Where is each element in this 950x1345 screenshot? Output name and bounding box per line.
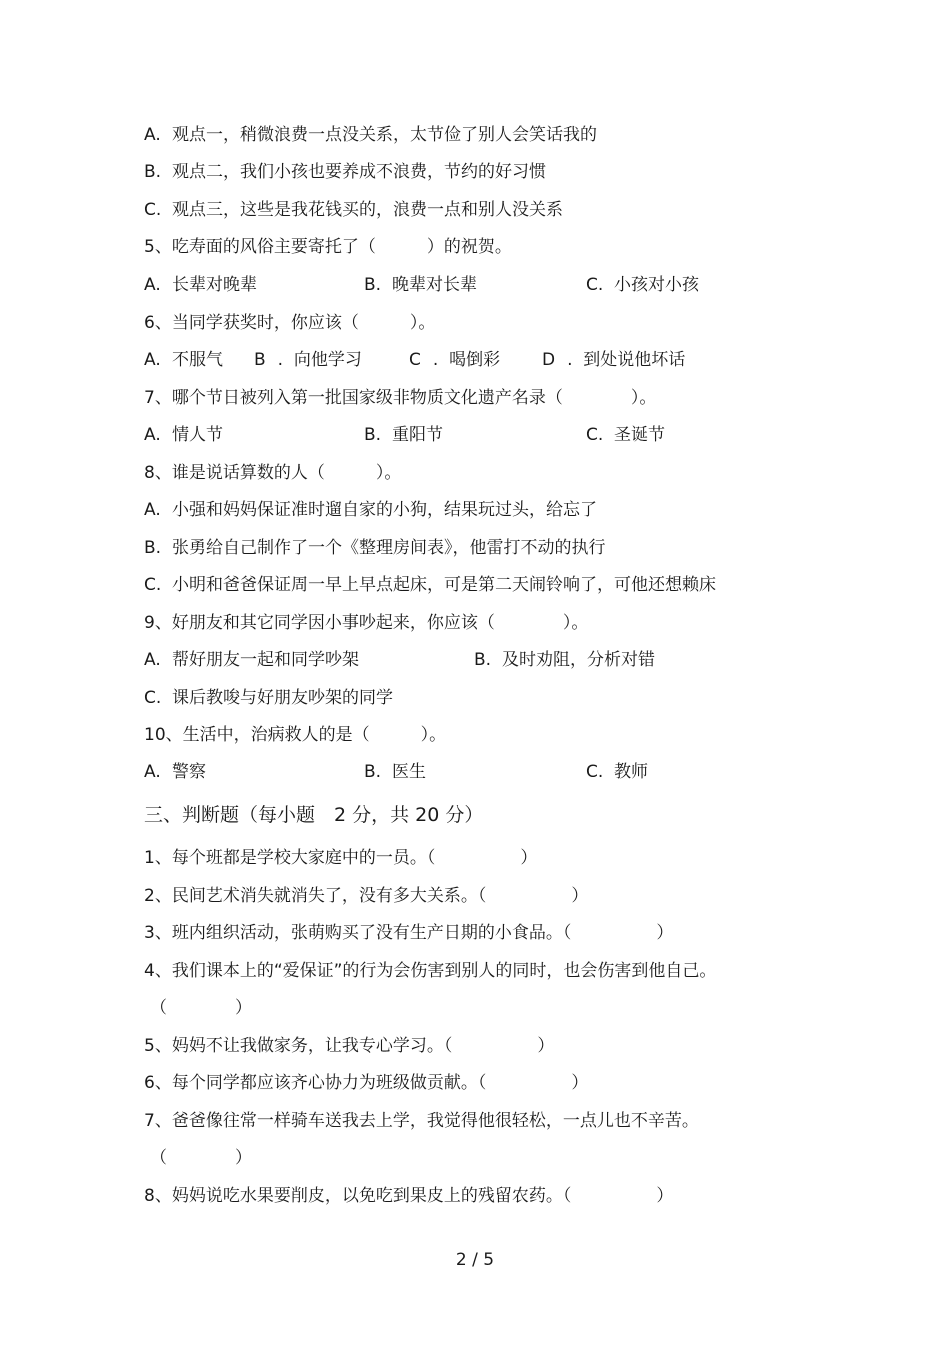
q10-stem: 10、生活中，治病救人的是（ ）。 (144, 725, 447, 745)
section-title: 三、判断题（每小题 2 分，共 20 分） (144, 804, 484, 826)
q5-option-a: A. 长辈对晚辈 (144, 275, 257, 295)
q7-stem: 7、哪个节日被列入第一批国家级非物质文化遗产名录（ ）。 (144, 388, 657, 408)
q9-option-b: B. 及时劝阻，分析对错 (474, 650, 655, 670)
judge-item-8: 8、妈妈说吃水果要削皮，以免吃到果皮上的残留农药。（ ） (144, 1186, 674, 1206)
q6-option-a: A. 不服气 (144, 350, 223, 370)
q8-option-a: A. 小强和妈妈保证准时遛自家的小狗，结果玩过头，给忘了 (144, 500, 597, 520)
q7-option-a: A. 情人节 (144, 425, 223, 445)
q10-option-c: C. 教师 (586, 762, 648, 782)
q7-options (144, 423, 844, 447)
q6-option-c: C . 喝倒彩 (409, 350, 501, 370)
q8-option-b: B. 张勇给自己制作了一个《整理房间表》，他雷打不动的执行 (144, 538, 606, 558)
judge-item-3: 3、班内组织活动，张萌购买了没有生产日期的小食品。（ ） (144, 923, 674, 943)
q7-option-b: B. 重阳节 (364, 425, 443, 445)
q10-option-b: B. 医生 (364, 762, 426, 782)
q7-option-c: C. 圣诞节 (586, 425, 665, 445)
q9-stem: 9、好朋友和其它同学因小事吵起来，你应该（ ）。 (144, 613, 589, 633)
q5-option-c: C. 小孩对小孩 (586, 275, 699, 295)
q10-options (144, 760, 844, 784)
judge-item-7-paren: （ ） (150, 1148, 252, 1168)
q6-option-d: D . 到处说他坏话 (542, 350, 686, 370)
judge-item-7: 7、爸爸像往常一样骑车送我去上学，我觉得他很轻松，一点儿也不辛苦。 (144, 1111, 699, 1131)
q9-options-ab (144, 648, 844, 672)
q6-stem: 6、当同学获奖时，你应该（ ）。 (144, 313, 436, 333)
q9-option-a: A. 帮好朋友一起和同学吵架 (144, 650, 359, 670)
q8-option-c: C. 小明和爸爸保证周一早上早点起床，可是第二天闹铃响了，可他还想赖床 (144, 575, 716, 595)
judge-item-2: 2、民间艺术消失就消失了，没有多大关系。（ ） (144, 886, 589, 906)
q5-options (144, 273, 844, 297)
q4-option-b: B. 观点二，我们小孩也要养成不浪费，节约的好习惯 (144, 162, 546, 182)
q5-option-b: B. 晚辈对长辈 (364, 275, 477, 295)
judge-item-5: 5、妈妈不让我做家务，让我专心学习。（ ） (144, 1036, 555, 1056)
page-number: 2 / 5 (455, 1250, 495, 1270)
judge-item-1: 1、每个班都是学校大家庭中的一员。（ ） (144, 848, 538, 868)
q4-option-a: A. 观点一，稍微浪费一点没关系，太节俭了别人会笑话我的 (144, 125, 597, 145)
q10-option-a: A. 警察 (144, 762, 206, 782)
q6-options (144, 348, 844, 372)
q5-stem: 5、吃寿面的风俗主要寄托了（ ）的祝贺。 (144, 237, 512, 257)
judge-item-4: 4、我们课本上的“爱保证”的行为会伤害到别人的同时，也会伤害到他自己。 (144, 961, 717, 981)
q8-stem: 8、谁是说话算数的人（ ）。 (144, 463, 402, 483)
judge-item-6: 6、每个同学都应该齐心协力为班级做贡献。（ ） (144, 1073, 589, 1093)
judge-item-4-paren: （ ） (150, 998, 252, 1018)
q6-option-b: B . 向他学习 (254, 350, 362, 370)
q9-option-c: C. 课后教唆与好朋友吵架的同学 (144, 688, 393, 708)
q4-option-c: C. 观点三，这些是我花钱买的，浪费一点和别人没关系 (144, 200, 563, 220)
